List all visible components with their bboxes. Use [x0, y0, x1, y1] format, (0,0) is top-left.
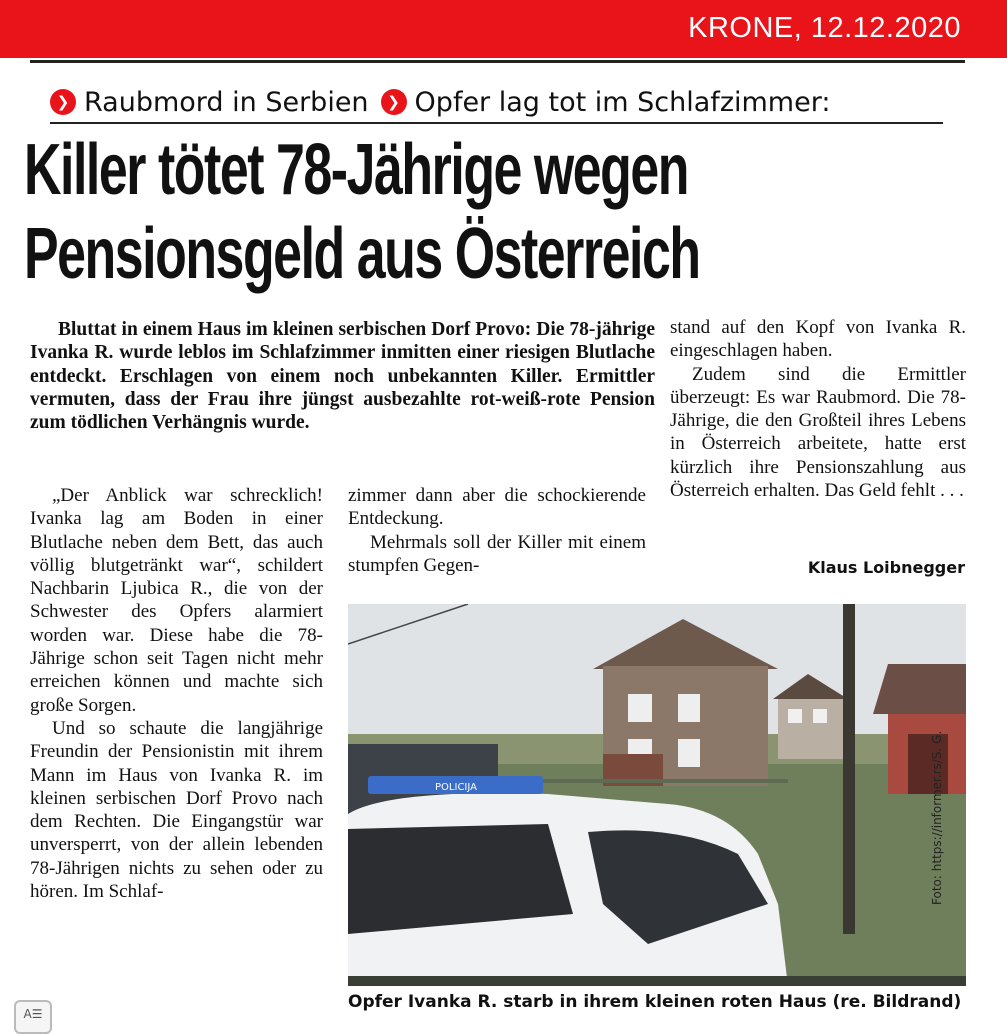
author-byline: Klaus Loibnegger [807, 558, 965, 577]
chevron-right-icon: ❯ [50, 89, 76, 115]
kicker [50, 80, 830, 124]
headline-line-1: Killer tötet 78-Jährige wegen [24, 130, 689, 210]
body-paragraph: zimmer dann aber die schockierende Entdeckung. [348, 485, 646, 530]
body-paragraph: stand auf den Kopf von Ivanka R. eingeschlagen haben. [670, 317, 966, 362]
photo-credit: Foto: https://informer.rs/S. G. [930, 730, 944, 905]
source-banner [0, 0, 1007, 58]
body-paragraph: „Der Anblick war schrecklich! Ivanka lag am Boden in einer Blutlache neben dem Bett, das auch völlig blutgetränkt war“, schildert Nachbarin Ljubica R., die von der Schwester des Opfers alarmiert worden war. Diese habe die 78-Jährige schon seit Tagen nicht mehr erreichen können und machte sich große Sorgen. [30, 485, 323, 716]
body-column-3 [670, 316, 966, 502]
kicker-underline [50, 122, 943, 124]
car-sign-text: POLICIJA [435, 782, 477, 793]
body-column-2 [348, 484, 646, 577]
kicker-first: Raubmord in Serbien [84, 86, 369, 118]
body-paragraph: Zudem sind die Ermittler überzeugt: Es war Raubmord. Die 78-Jährige, die den Großteil ihres Lebens in Österreich arbeitete, hatte erst kürzlich ihre Pensionszahlung aus Österreich erhalten. Das Geld fehlt . . . [670, 363, 966, 502]
headline-line-2: Pensionsgeld aus Österreich [24, 214, 700, 294]
body-paragraph: Und so schaute die langjährige Freundin der Pensionistin mit ihrem Mann im Haus von Ivanka R. im kleinen serbischen Dorf Provo nach dem Rechten. Die Eingangstür war unversperrt, von der allein lebenden 78-Jährigen nichts zu sehen oder zu hören. Im Schlaf- [30, 717, 323, 903]
headline [24, 128, 715, 296]
source-label: KRONE, 12.12.2020 [688, 12, 961, 44]
body-paragraph: Mehrmals soll der Killer mit einem stumpfen Gegen- [348, 531, 646, 576]
article-photo [348, 604, 966, 986]
reader-mode-icon[interactable]: A☰ [14, 1000, 52, 1034]
kicker-second: Opfer lag tot im Schlafzimmer: [414, 86, 831, 118]
photo-scene [348, 604, 966, 986]
chevron-right-icon: ❯ [381, 89, 407, 115]
lead-text: Bluttat in einem Haus im kleinen serbischen Dorf Provo: Die 78-jährige Ivanka R. wurde leblos im Schlafzimmer inmitten einer riesigen Blutlache entdeckt. Erschlagen von einem noch unbekannten Killer. Ermittler vermuten, dass der Frau ihre jüngst ausbezahlte rot-weiß-rote Pension zum tödlichen Verhängnis wurde. [30, 319, 655, 434]
photo-caption: Opfer Ivanka R. starb in ihrem kleinen roten Haus (re. Bildrand) [348, 992, 962, 1012]
body-column-1 [30, 484, 323, 903]
top-rule [30, 60, 965, 63]
lead-paragraph [30, 318, 655, 434]
